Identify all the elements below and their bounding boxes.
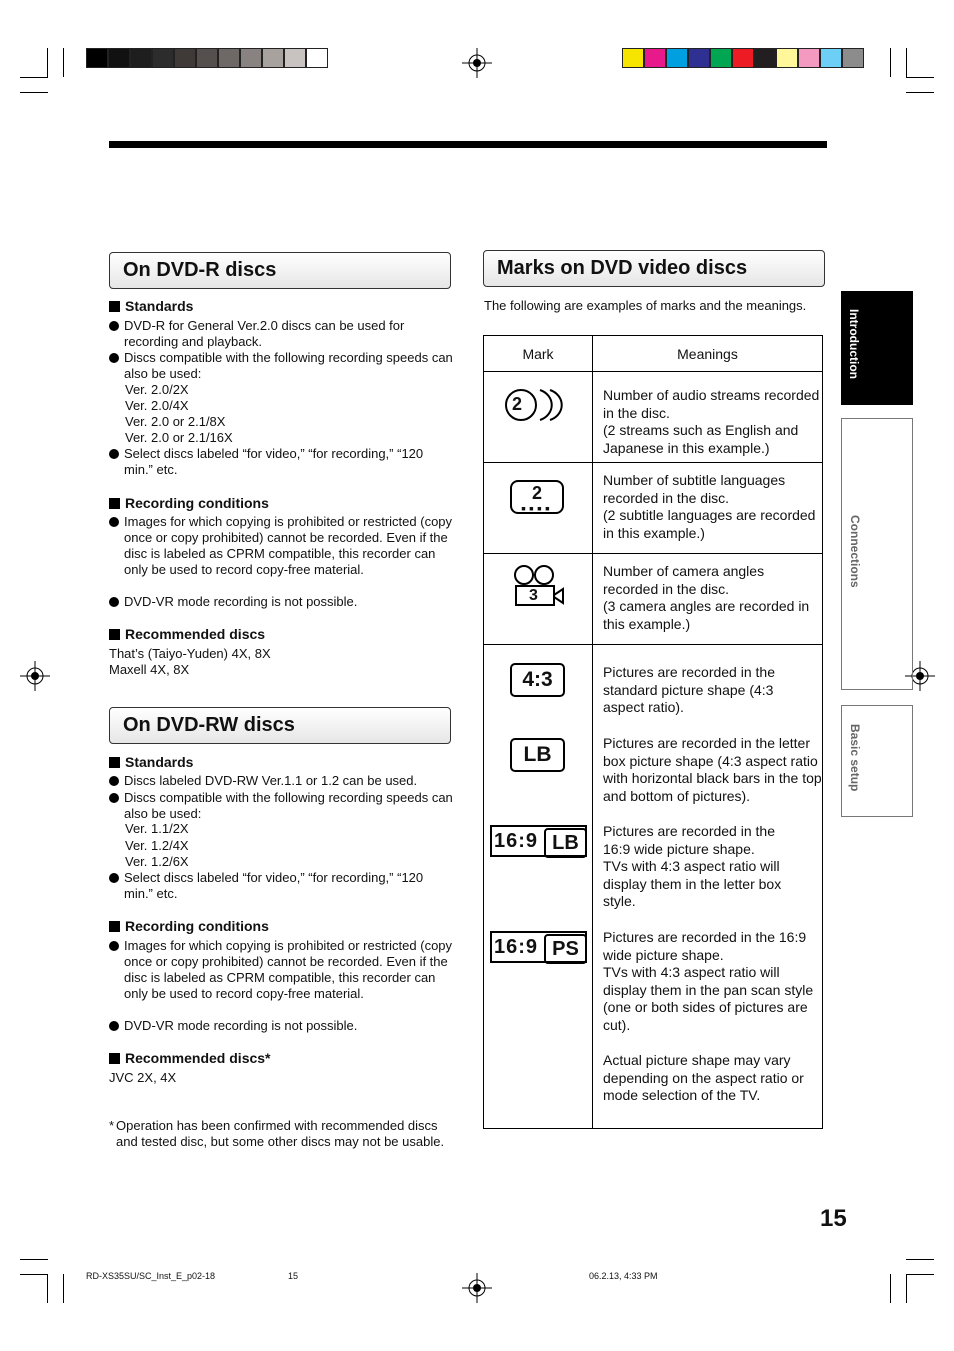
color-swatch — [262, 48, 284, 68]
meaning-note: Actual picture shape may vary depending on the aspect ratio or mode selection of the TV. — [603, 1052, 804, 1104]
section-heading-dvd-r — [109, 252, 451, 289]
camera-angle-icon — [514, 565, 570, 609]
meaning-audio: Number of audio streams recorded in the disc. (2 streams such as English and Japanese in this example.) — [603, 387, 820, 456]
section-heading-marks — [483, 250, 825, 287]
subheading-recording-conditions: Recording conditions — [109, 918, 269, 934]
bullet-item: Images for which copying is prohibited or restricted (copy once or copy prohibited) cannot be recorded. Even if the disc is labeled as CPRM compatible, this recorder can only be used to record copy-free material. — [108, 938, 454, 1002]
registration-mark-icon — [462, 48, 492, 78]
tab-label: Connections — [848, 515, 862, 588]
bullet-item: Discs labeled DVD-RW Ver.1.1 or 1.2 can be used. — [108, 773, 454, 789]
color-swatch — [152, 48, 174, 68]
tab-introduction[interactable] — [841, 291, 913, 405]
color-swatch — [196, 48, 218, 68]
tab-label: Introduction — [847, 309, 861, 379]
subtitle-dots: ▪▪▪▪ — [521, 500, 553, 516]
page-number: 15 — [820, 1205, 847, 1232]
section-title: On DVD-RW discs — [123, 714, 295, 736]
color-swatch — [218, 48, 240, 68]
color-swatch — [798, 48, 820, 68]
meaning-wide-pan-scan: Pictures are recorded in the 16:9 wide picture shape. TVs with 4:3 aspect ratio will display them in the pan scan style (one or both sides of pictures are cut). — [603, 929, 814, 1033]
registration-mark-icon — [20, 661, 50, 691]
subheading-standards: Standards — [109, 754, 193, 770]
version-line: Ver. 2.0/4X — [125, 398, 189, 413]
color-swatch — [108, 48, 130, 68]
recommended-line: That’s (Taiyo-Yuden) 4X, 8X — [109, 646, 271, 661]
meaning-letterbox: Pictures are recorded in the letter box picture shape (4:3 aspect ratio with horizontal black bars in the top and bottom of pictures). — [603, 735, 822, 804]
color-swatch — [306, 48, 328, 68]
color-swatch — [842, 48, 864, 68]
column-header-mark: Mark — [522, 346, 554, 362]
subheading-recording-conditions: Recording conditions — [109, 495, 269, 511]
color-swatch — [820, 48, 842, 68]
footnote: Operation has been confirmed with recommended discs and tested disc, but some other discs may not be usable. — [116, 1118, 445, 1149]
wide-pan-scan-icon — [490, 931, 587, 963]
color-swatch — [666, 48, 688, 68]
color-swatch — [284, 48, 306, 68]
subheading-recommended-discs: Recommended discs — [109, 626, 265, 642]
version-line: Ver. 1.2/6X — [125, 854, 189, 869]
recommended-line: JVC 2X, 4X — [109, 1070, 177, 1085]
bullet-item: Select discs labeled “for video,” “for recording,” “120 min.” etc. — [108, 446, 454, 478]
tab-label: Basic setup — [848, 724, 862, 792]
footer-file: RD-XS35SU/SC_Inst_E_p02-18 — [86, 1271, 216, 1281]
wide-letterbox-icon — [490, 825, 587, 857]
version-line: Ver. 2.0/2X — [125, 382, 189, 397]
bullet-item: Discs compatible with the following recording speeds can also be used: — [108, 790, 454, 822]
recommended-line: Maxell 4X, 8X — [109, 662, 190, 677]
meaning-subtitle: Number of subtitle languages recorded in the disc. (2 subtitle languages are recorded in this example.) — [603, 472, 816, 541]
audio-streams-icon — [503, 386, 573, 426]
top-rule — [109, 141, 827, 148]
version-line: Ver. 2.0 or 2.1/8X — [125, 414, 226, 429]
footer-page: 15 — [288, 1271, 299, 1281]
meaning-wide-letterbox: Pictures are recorded in the 16:9 wide picture shape. TVs with 4:3 aspect ratio will display them in the letter box style. — [603, 823, 782, 910]
tab-connections[interactable] — [841, 418, 913, 690]
color-swatch — [130, 48, 152, 68]
section-title: Marks on DVD video discs — [497, 257, 748, 279]
bullet-item: Images for which copying is prohibited or restricted (copy once or copy prohibited) cannot be recorded. Even if the disc is labeled as CPRM compatible, this recorder can only be used to record copy-free material. — [108, 514, 454, 578]
wide-label: 16:9 — [494, 830, 539, 852]
color-swatch — [86, 48, 108, 68]
letterbox-icon: LB — [510, 738, 565, 772]
color-swatch — [732, 48, 754, 68]
subtitle-icon — [510, 480, 564, 514]
color-swatch — [710, 48, 732, 68]
color-swatch — [754, 48, 776, 68]
section-title: On DVD-R discs — [123, 259, 277, 281]
color-swatch — [688, 48, 710, 68]
version-line: Ver. 1.1/2X — [125, 821, 189, 836]
column-header-meanings: Meanings — [677, 346, 738, 362]
bullet-item: DVD-VR mode recording is not possible. — [108, 594, 454, 610]
bullet-item: Discs compatible with the following recording speeds can also be used: — [108, 350, 454, 382]
footnote-mark: * — [109, 1118, 115, 1133]
bullet-item: DVD-R for General Ver.2.0 discs can be used for recording and playback. — [108, 318, 454, 350]
ps-label: PS — [544, 934, 587, 964]
subheading-standards: Standards — [109, 298, 193, 314]
bullet-item: Select discs labeled “for video,” “for recording,” “120 min.” etc. — [108, 870, 454, 902]
color-swatch — [644, 48, 666, 68]
marks-intro: The following are examples of marks and the meanings. — [484, 298, 807, 313]
wide-label: 16:9 — [494, 936, 539, 958]
color-swatch — [776, 48, 798, 68]
version-line: Ver. 2.0 or 2.1/16X — [125, 430, 233, 445]
version-line: Ver. 1.2/4X — [125, 838, 189, 853]
lb-label: LB — [544, 828, 587, 858]
color-swatch — [622, 48, 644, 68]
meaning-angle: Number of camera angles recorded in the disc. (3 camera angles are recorded in this example.) — [603, 563, 810, 632]
audio-count: 2 — [512, 394, 523, 414]
bullet-item: DVD-VR mode recording is not possible. — [108, 1018, 454, 1034]
angle-count: 3 — [529, 587, 538, 604]
color-swatch — [174, 48, 196, 68]
tab-basic-setup[interactable] — [841, 705, 913, 817]
section-heading-dvd-rw — [109, 707, 451, 744]
meaning-4-3: Pictures are recorded in the standard picture shape (4:3 aspect ratio). — [603, 664, 775, 716]
subheading-recommended-discs: Recommended discs* — [109, 1050, 271, 1066]
aspect-4-3-icon: 4:3 — [510, 663, 565, 697]
registration-mark-icon — [462, 1273, 492, 1303]
footer-date: 06.2.13, 4:33 PM — [589, 1271, 658, 1281]
subtitle-count: 2 — [531, 483, 542, 503]
color-swatch — [240, 48, 262, 68]
